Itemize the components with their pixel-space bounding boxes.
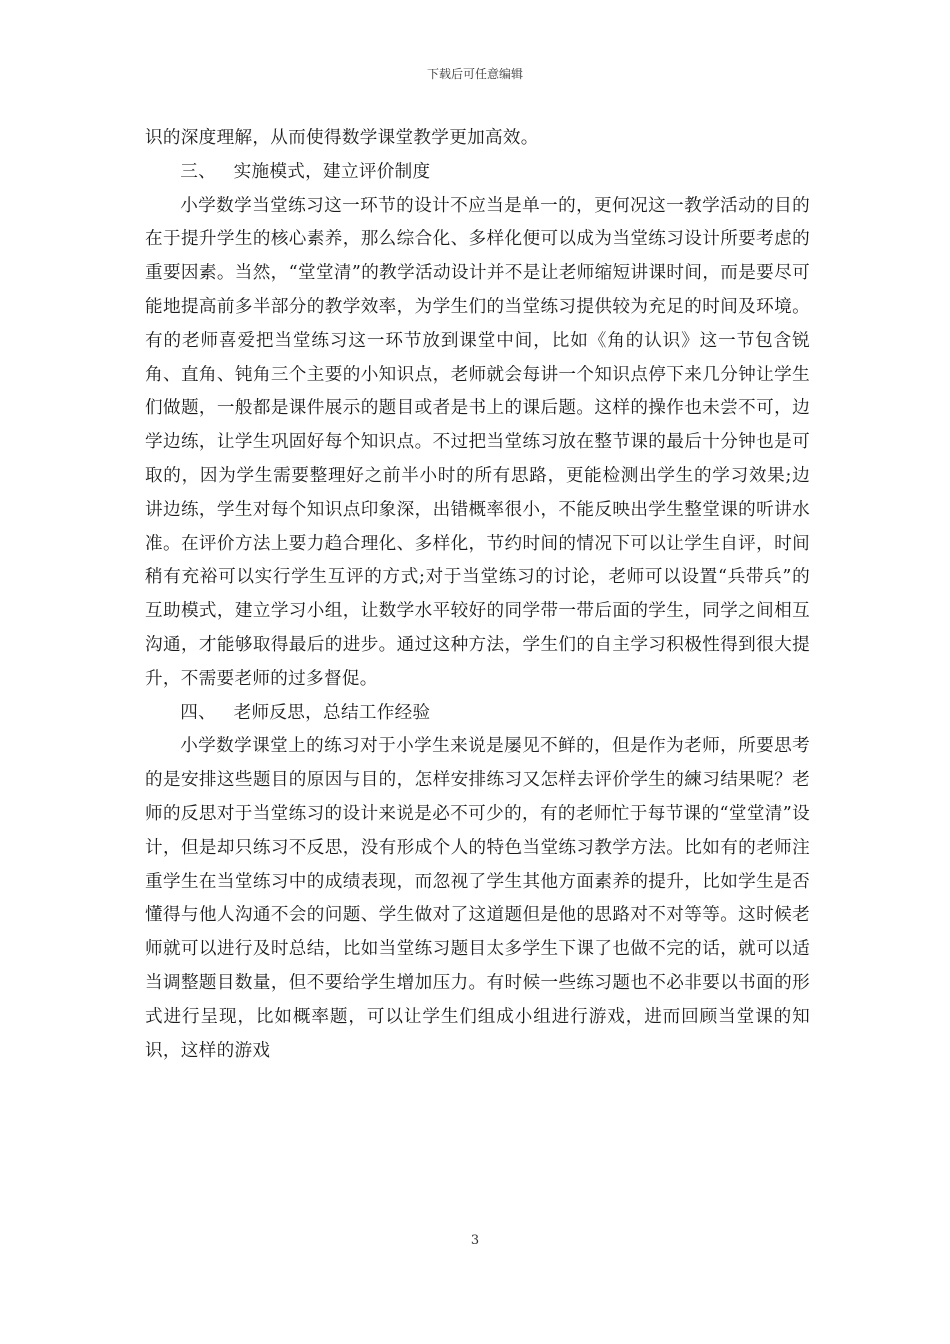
section-title-3: 实施模式，建立评价制度 [233,161,431,182]
section-number-3: 三、 [180,161,216,182]
section-number-4: 四、 [180,702,216,723]
section-heading-3 [145,156,810,190]
section-title-4: 老师反思，总结工作经验 [233,702,431,723]
continuation-text: 识的深度理解，从而使得数学课堂教学更加高效。 [145,128,539,148]
paragraph-section-3: 小学数学当堂练习这一环节的设计不应当是单一的，更何况这一教学活动的目的在于提升学生的核心素养，那么综合化、多样化便可以成为当堂练习设计所要考虑的重要因素。当然，“堂堂清”的教学活动设计并不是让老师缩短讲课时间，而是要尽可能地提高前多半部分的教学效率，为学生们的当堂练习提供较为充足的时间及环境。有的老师喜爱把当堂练习这一环节放到课堂中间，比如《角的认识》这一节包含锐角、直角、钝角三个主要的小知识点，老师就会每讲一个知识点停下来几分钟让学生们做题，一般都是课件展示的题目或者是书上的课后题。这样的操作也未尝不可，边学边练，让学生巩固好每个知识点。不过把当堂练习放在整节课的最后十分钟也是可取的，因为学生需要整理好之前半小时的所有思路，更能检测出学生的学习效果;边讲边练，学生对每个知识点印象深，出错概率很小，不能反映出学生整堂课的听讲水准。在评价方法上要力趋合理化、多样化，节约时间的情况下可以让学生自评，时间稍有充裕可以实行学生互评的方式;对于当堂练习的讨论，老师可以设置“兵带兵”的互助模式，建立学习小组，让数学水平较好的同学带一带后面的学生，同学之间相互沟通，才能够取得最后的进步。通过这种方法，学生们的自主学习积极性得到很大提升，不需要老师的过多督促。 [145,195,810,689]
paragraph-section-4: 小学数学课堂上的练习对于小学生来说是屡见不鲜的，但是作为老师，所要思考的是安排这些题目的原因与目的，怎样安排练习又怎样去评价学生的練习结果呢？老师的反思对于当堂练习的设计来说是必不可少的，有的老师忙于每节课的“堂堂清”设计，但是却只练习不反思，没有形成个人的特色当堂练习教学方法。比如有的老师注重学生在当堂练习中的成绩表现，而忽视了学生其他方面素养的提升，比如学生是否懂得与他人沟通不会的问题、学生做对了这道题但是他的思路对不对等等。这时候老师就可以进行及时总结，比如当堂练习题目太多学生下课了也做不完的话，就可以适当调整题目数量，但不要给学生增加压力。有时候一些练习题也不必非要以书面的形式进行呈现，比如概率题，可以让学生们组成小组进行游戏，进而回顾当堂课的知识，这样的游戏 [145,736,810,1061]
page-header: 下载后可任意编辑 [426,67,523,81]
section-heading-4 [145,697,810,731]
page-number: 3 [470,1233,480,1248]
document-body [145,122,810,1068]
